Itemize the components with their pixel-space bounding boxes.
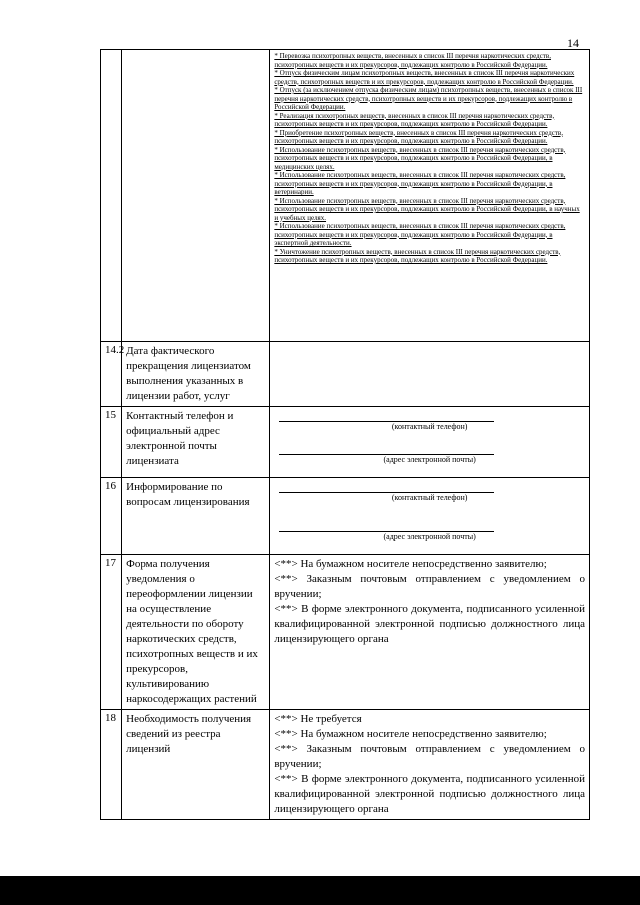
row-number: 18 [101,710,122,820]
row-label: Необходимость получения сведений из реестра лицензий [122,710,270,820]
phone-field[interactable] [279,409,494,422]
row-number: 17 [101,555,122,710]
registry-option-mail[interactable]: <**> Заказным почтовым отправлением с уведомлением о вручении; [274,743,585,770]
activity-item: * Использование психотропных веществ, внесенных в список III перечня наркотических средств, психотропных веществ и их прекурсоров, подлежащих контролю в Российской Федерации, в экспертной деятельности. [274,222,566,247]
table-row [101,478,590,555]
info-contacts-cell [270,478,590,555]
row-label: Дата фактического прекращения лицензиатом выполнения указанных в лицензии работ, услуг [122,342,270,407]
row-number: 14.2 [101,342,122,407]
table-row [101,555,590,710]
row-label: Информирование по вопросам лицензирования [122,478,270,555]
activity-list-cell [270,50,590,342]
row-number: 15 [101,407,122,478]
activity-item: * Приобретение психотропных веществ, внесенных в список III перечня наркотических средств, психотропных веществ и их прекурсоров, подлежащих контролю в Российской Федерации. [274,128,563,145]
scan-border [0,876,640,905]
email-field[interactable] [279,513,494,532]
table-row [101,407,590,478]
activity-item: * Отпуск физическим лицам психотропных веществ, внесенных в список III перечня наркотических средств, психотропных веществ и их прекурсоров, подлежащих контролю в Российской Федерации. [274,69,575,86]
activity-item: * Реализация психотропных веществ, внесенных в список III перечня наркотических средств, психотропных веществ и их прекурсоров, подлежащих контролю в Российской Федерации. [274,111,555,128]
options-cell [270,710,590,820]
table-row [101,342,590,407]
contacts-cell [270,407,590,478]
page-number: 14 [567,36,579,50]
activity-item: * Отпуск (за исключением отпуска физическим лицам) психотропных веществ, внесенных в список III перечня наркотических средств, психотропных веществ и их прекурсоров, подлежащих контролю в Российской Федерации. [274,86,583,111]
row-label-cell [122,50,270,342]
registry-option-electronic[interactable]: <**> В форме электронного документа, подписанного усиленной квалифицированной электронной подписью должностного лица лицензирующего органа [274,773,585,815]
delivery-option-electronic[interactable]: <**> В форме электронного документа, подписанного усиленной квалифицированной электронной подписью должностного лица лицензирующего органа [274,603,585,645]
registry-option-not-required[interactable]: <**> Не требуется [274,713,362,725]
phone-field[interactable] [279,480,494,493]
table-row [101,50,590,342]
delivery-option-paper[interactable]: <**> На бумажном носителе непосредственно заявителю; [274,558,547,570]
phone-caption: (контактный телефон) [391,493,468,502]
activity-item: * Использование психотропных веществ, внесенных в список III перечня наркотических средств, психотропных веществ и их прекурсоров, подлежащих контролю в Российской Федерации, в научных и учебных целях. [274,196,580,222]
delivery-option-mail[interactable]: <**> Заказным почтовым отправлением с уведомлением о вручении; [274,573,585,600]
activity-item: * Использование психотропных веществ, внесенных в список III перечня наркотических средств, психотропных веществ и их прекурсоров, подлежащих контролю в Российской Федерации, в медицинских целях. [274,145,566,171]
email-field[interactable] [279,442,494,455]
options-cell [270,555,590,710]
row-number-cell [101,50,122,342]
row-label: Контактный телефон и официальный адрес электронной почты лицензиата [122,407,270,478]
email-caption: (адрес электронной почты) [383,532,476,541]
email-caption: (адрес электронной почты) [383,455,476,464]
activity-item: * Перевозка психотропных веществ, внесенных в список III перечня наркотических средств, психотропных веществ и их прекурсоров, подлежащих контролю в Российской Федерации. [274,52,551,69]
activity-item: * Использование психотропных веществ, внесенных в список III перечня наркотических средств, психотропных веществ и их прекурсоров, подлежащих контролю в Российской Федерации, в ветеринарии. [274,171,566,196]
registry-option-paper[interactable]: <**> На бумажном носителе непосредственно заявителю; [274,728,547,740]
termination-date-field[interactable] [270,342,590,407]
table-row [101,710,590,820]
phone-caption: (контактный телефон) [391,422,468,431]
license-form-table [100,49,590,820]
activity-item: * Уничтожение психотропных веществ, внесенных в список III перечня наркотических средств, психотропных веществ и их прекурсоров, подлежащих контролю в Российской Федерации. [274,247,561,264]
row-number: 16 [101,478,122,555]
row-label: Форма получения уведомления о переоформлении лицензии на осуществление деятельности по обороту наркотических средств, психотропных веществ и их прекурсоров, культивированию наркосодержащих растений [122,555,270,710]
